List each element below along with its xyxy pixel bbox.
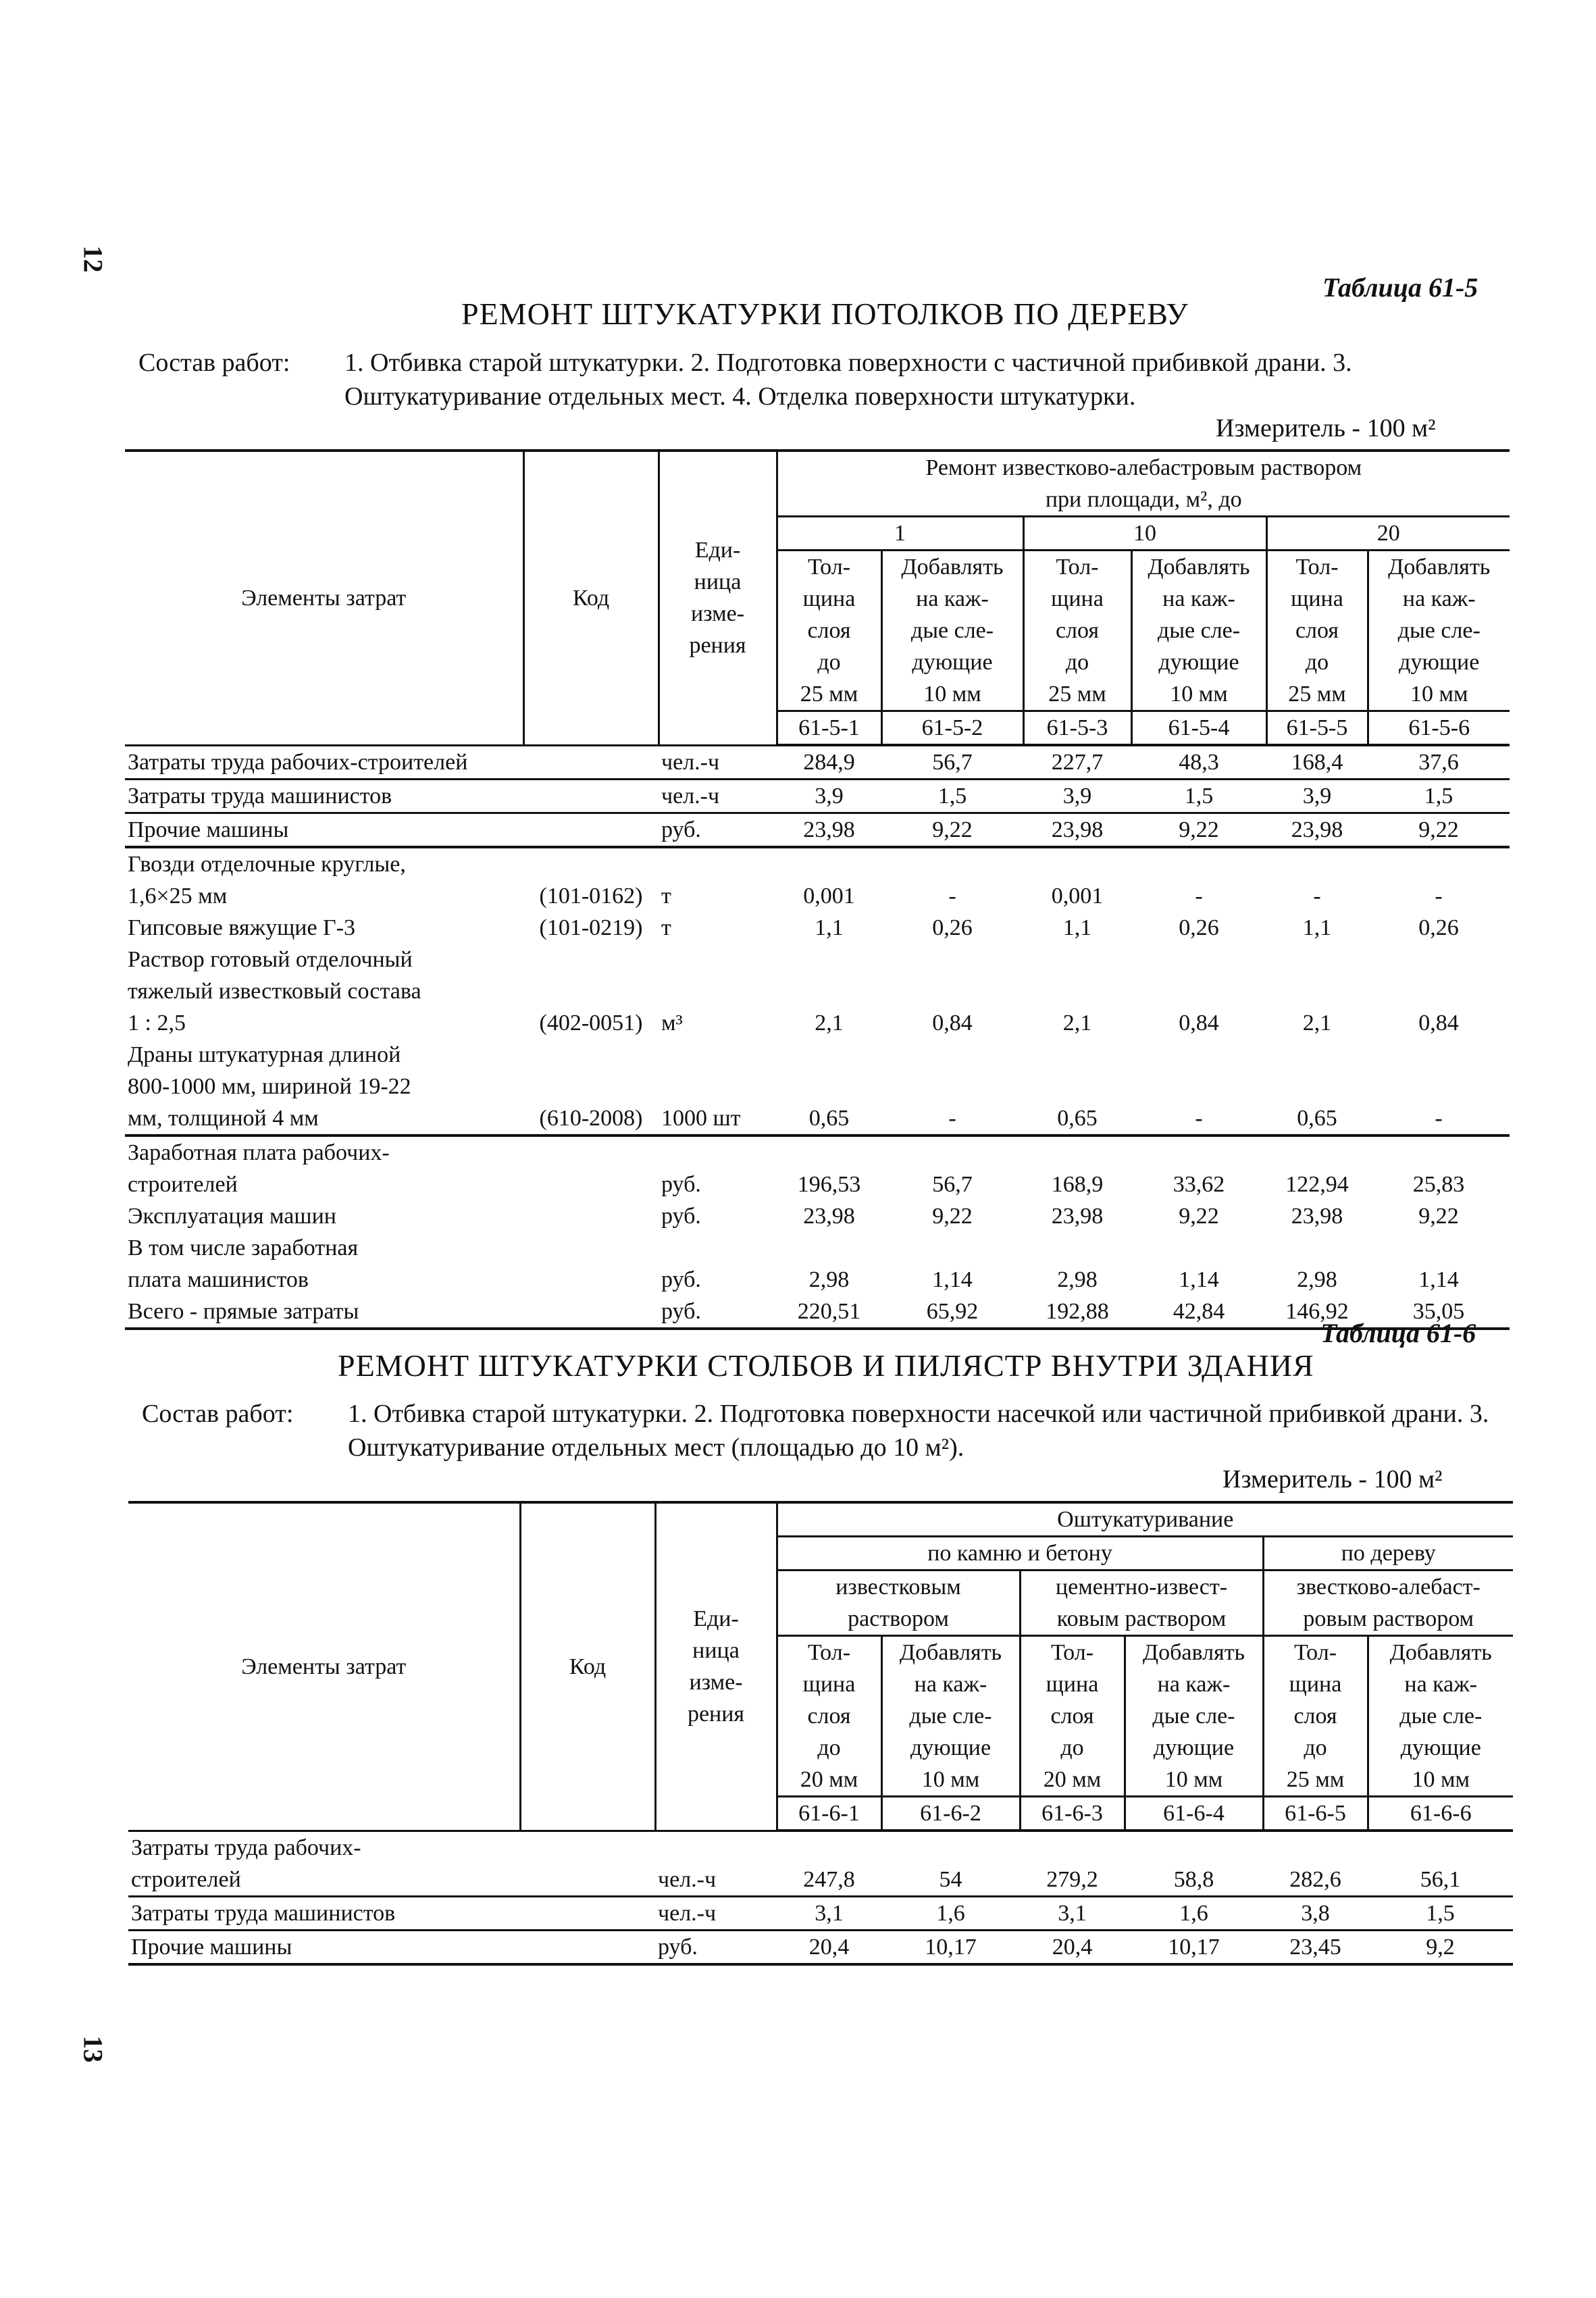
header-norm-code: 61-6-2 (881, 1797, 1020, 1831)
header-add-each: Добавлять на каж- дые сле- дующие 10 мм (881, 1636, 1020, 1797)
row-value (1023, 1039, 1131, 1071)
row-value (1266, 1135, 1368, 1169)
table-row (125, 847, 1510, 880)
row-value (777, 1831, 881, 1864)
page-number-bottom: 13 (78, 2035, 109, 2063)
row-value (1131, 1232, 1266, 1264)
row-value: 9,22 (881, 813, 1023, 848)
row-value: 65,92 (881, 1296, 1023, 1329)
work-composition (138, 346, 1557, 413)
row-code (520, 1896, 655, 1930)
row-value: 1,14 (932, 1267, 973, 1292)
row-value (1131, 944, 1266, 975)
row-unit: т (661, 915, 671, 940)
row-value (1368, 1039, 1510, 1071)
table-row (125, 944, 1510, 975)
header-area: 20 (1266, 517, 1510, 551)
row-value (1131, 975, 1266, 1007)
row-code (523, 847, 659, 880)
row-value: 23,98 (1266, 813, 1368, 848)
header-code: Код (523, 451, 659, 745)
row-value (1020, 1831, 1125, 1864)
row-value: 1,5 (1368, 1896, 1513, 1930)
header-unit: Еди- ница изме- рения (659, 451, 777, 745)
row-value: 168,4 (1266, 745, 1368, 780)
row-value (881, 1232, 1023, 1264)
row-unit (659, 1071, 777, 1102)
row-value: 37,6 (1368, 745, 1510, 780)
row-unit: т (661, 884, 671, 909)
row-value: 9,2 (1368, 1930, 1513, 1964)
row-code (523, 780, 659, 813)
row-value (1266, 847, 1368, 880)
row-value: 2,98 (808, 1267, 850, 1292)
row-value: 1,5 (881, 780, 1023, 813)
row-unit: 1000 шт (659, 1102, 777, 1135)
row-unit: чел.-ч (659, 745, 777, 780)
row-value (1131, 1039, 1266, 1071)
row-value: 0,84 (1179, 1011, 1219, 1036)
table-title: РЕМОНТ ШТУКАТУРКИ СТОЛБОВ И ПИЛЯСТР ВНУТРИ ЗДАНИЯ (338, 1348, 1314, 1383)
row-value: 3,1 (1020, 1896, 1125, 1930)
row-name: Затраты труда машинистов (125, 780, 523, 813)
measure-unit: Измеритель - 100 м² (1216, 414, 1436, 442)
table-row (128, 1864, 1513, 1897)
row-value: 1,5 (1368, 780, 1510, 813)
row-code (523, 1039, 659, 1071)
row-value: 54 (881, 1864, 1020, 1897)
row-name: Прочие машины (125, 813, 523, 848)
row-value: - (1195, 884, 1203, 909)
row-value: 42,84 (1131, 1296, 1266, 1329)
row-code (523, 1264, 659, 1296)
row-unit (659, 1039, 777, 1071)
row-value: - (1313, 884, 1321, 909)
row-value (1023, 1135, 1131, 1169)
row-name: Всего - прямые затраты (125, 1296, 523, 1329)
cost-table-61-6 (128, 1501, 1513, 1966)
header-alabaster: звестково-алебаст- ровым раствором (1263, 1571, 1513, 1636)
row-value (1023, 1232, 1131, 1264)
row-value (1023, 1071, 1131, 1102)
header-elements: Элементы затрат (125, 451, 523, 745)
row-unit: руб. (659, 1296, 777, 1329)
row-value (1023, 847, 1131, 880)
header-thickness: Тол- щина слоя до 25 мм (1266, 551, 1368, 711)
row-code (520, 1831, 655, 1864)
row-value: 279,2 (1020, 1864, 1125, 1897)
row-value: 23,45 (1263, 1930, 1368, 1964)
row-value: 9,22 (1131, 813, 1266, 848)
header-group: Оштукатуривание (777, 1502, 1513, 1537)
row-value: 0,26 (1179, 915, 1219, 940)
row-value: 9,22 (1179, 1204, 1219, 1229)
row-value: 1,6 (881, 1896, 1020, 1930)
row-value (1131, 1071, 1266, 1102)
row-value: 3,9 (777, 780, 881, 813)
row-name: Драны штукатурная длиной (128, 1042, 401, 1067)
row-value: 2,98 (1057, 1267, 1098, 1292)
row-value: 0,65 (1023, 1102, 1131, 1135)
row-code (523, 813, 659, 848)
header-norm-code: 61-6-6 (1368, 1797, 1513, 1831)
row-unit (659, 1232, 777, 1264)
row-name: Эксплуатация машин (128, 1204, 336, 1229)
row-value (1023, 975, 1131, 1007)
row-name: 1 : 2,5 (128, 1011, 186, 1036)
row-value: 3,8 (1263, 1896, 1368, 1930)
work-composition-label: Состав работ: (138, 349, 290, 377)
work-composition-text: 1. Отбивка старой штукатурки. 2. Подготовка поверхности с частичной прибивкой драни. 3. Оштукатуривание отдельных мест. 4. Отделка поверхности штукатурки. (344, 349, 1352, 411)
header-code: Код (520, 1502, 655, 1831)
row-value (1266, 975, 1368, 1007)
row-value (1266, 1039, 1368, 1071)
table-row (125, 1296, 1510, 1329)
header-cement: цементно-извест- ковым раствором (1020, 1571, 1263, 1636)
row-value (1368, 1135, 1510, 1169)
header-add-each: Добавлять на каж- дые сле- дующие 10 мм (1368, 551, 1510, 711)
row-code: (101-0162) (539, 884, 643, 909)
row-code (523, 1169, 659, 1200)
row-value: 33,62 (1173, 1172, 1225, 1197)
row-value: 0,84 (1418, 1011, 1459, 1036)
row-value (777, 847, 881, 880)
row-name: строителей (128, 1172, 238, 1197)
row-value: 0,65 (777, 1102, 881, 1135)
header-norm-code: 61-5-2 (881, 711, 1023, 746)
measure-unit: Измеритель - 100 м² (1222, 1465, 1443, 1493)
row-name: Заработная плата рабочих- (128, 1140, 390, 1165)
row-unit: руб. (655, 1930, 777, 1964)
row-code (523, 1232, 659, 1264)
row-value: 2,1 (1302, 1011, 1332, 1036)
row-unit (659, 975, 777, 1007)
row-value: 146,92 (1266, 1296, 1368, 1329)
row-value: 220,51 (777, 1296, 881, 1329)
header-area: 10 (1023, 517, 1266, 551)
row-value (777, 1135, 881, 1169)
row-value (881, 1135, 1023, 1169)
row-value: 23,98 (1023, 813, 1131, 848)
row-unit (659, 1135, 777, 1169)
row-value: 2,98 (1297, 1267, 1337, 1292)
header-group: Ремонт известково-алебастровым раствором при площади, м², до (777, 451, 1510, 517)
row-value: 1,5 (1131, 780, 1266, 813)
row-value (1266, 944, 1368, 975)
row-code (523, 944, 659, 975)
row-value: 168,9 (1051, 1172, 1104, 1197)
row-unit: руб. (661, 1172, 701, 1197)
row-name: В том числе заработная (128, 1235, 359, 1260)
row-value: 0,65 (1266, 1102, 1368, 1135)
header-add-each: Добавлять на каж- дые сле- дующие 10 мм (1125, 1636, 1263, 1797)
row-value (1131, 847, 1266, 880)
row-code (523, 1071, 659, 1102)
header-norm-code: 61-5-5 (1266, 711, 1368, 746)
table-row (125, 912, 1510, 944)
row-value: 56,7 (881, 745, 1023, 780)
row-value: 0,001 (803, 884, 855, 909)
row-name: Прочие машины (128, 1930, 520, 1964)
table-row (128, 1896, 1513, 1930)
table-number: Таблица 61-6 (1320, 1318, 1476, 1348)
row-value: 282,6 (1263, 1864, 1368, 1897)
table-row (125, 1232, 1510, 1264)
row-value: 3,9 (1266, 780, 1368, 813)
row-value: 23,98 (803, 1204, 855, 1229)
table-title: РЕМОНТ ШТУКАТУРКИ ПОТОЛКОВ ПО ДЕРЕВУ (461, 297, 1189, 331)
row-name: Раствор готовый отделочный (128, 947, 413, 972)
row-value: 1,14 (1179, 1267, 1219, 1292)
header-norm-code: 61-6-1 (777, 1797, 881, 1831)
row-value: 0,26 (932, 915, 973, 940)
header-thickness: Тол- щина слоя до 25 мм (777, 551, 881, 711)
table-row (125, 780, 1510, 813)
row-name: мм, толщиной 4 мм (125, 1102, 523, 1135)
header-unit: Еди- ница изме- рения (655, 1502, 777, 1831)
header-norm-code: 61-6-4 (1125, 1797, 1263, 1831)
row-value (777, 1039, 881, 1071)
header-lime: известковым раствором (777, 1571, 1020, 1636)
row-name: 800-1000 мм, шириной 19-22 (128, 1074, 411, 1099)
header-thickness: Тол- щина слоя до 20 мм (1020, 1636, 1125, 1797)
header-add-each: Добавлять на каж- дые сле- дующие 10 мм (1131, 551, 1266, 711)
row-value: - (948, 884, 956, 909)
row-code (523, 1135, 659, 1169)
row-name: Гвозди отделочные круглые, (128, 852, 406, 877)
row-value: 56,7 (932, 1172, 973, 1197)
row-name: Затраты труда рабочих-строителей (125, 745, 523, 780)
work-composition (142, 1397, 1560, 1464)
row-unit: чел.-ч (655, 1864, 777, 1897)
table-row (125, 975, 1510, 1007)
table-row (125, 1169, 1510, 1200)
row-code (523, 975, 659, 1007)
row-value: 247,8 (777, 1864, 881, 1897)
page-number-top: 12 (78, 245, 109, 273)
row-value: 9,22 (1368, 813, 1510, 848)
row-value: 0,84 (932, 1011, 973, 1036)
row-value: 1,1 (1062, 915, 1092, 940)
header-norm-code: 61-5-3 (1023, 711, 1131, 746)
row-code (520, 1864, 655, 1897)
table-row (125, 880, 1510, 912)
header-norm-code: 61-5-4 (1131, 711, 1266, 746)
table-row (125, 1264, 1510, 1296)
row-value: 1,1 (815, 915, 844, 940)
row-code: (402-0051) (539, 1011, 643, 1036)
header-wood: по дереву (1263, 1537, 1513, 1571)
table-row (125, 745, 1510, 780)
row-value (1266, 1232, 1368, 1264)
table-row (125, 1071, 1510, 1102)
header-thickness: Тол- щина слоя до 25 мм (1263, 1636, 1368, 1797)
row-value (881, 847, 1023, 880)
row-value: 10,17 (881, 1930, 1020, 1964)
row-unit: м³ (661, 1011, 683, 1036)
row-value (881, 1039, 1023, 1071)
row-value (1368, 1831, 1513, 1864)
work-composition-label: Состав работ: (142, 1400, 294, 1428)
row-value (1131, 1135, 1266, 1169)
header-add-each: Добавлять на каж- дые сле- дующие 10 мм (881, 551, 1023, 711)
table-row (125, 1135, 1510, 1169)
row-value (777, 944, 881, 975)
row-value: 122,94 (1285, 1172, 1349, 1197)
header-stone: по камню и бетону (777, 1537, 1263, 1571)
row-value (1266, 1071, 1368, 1102)
table-row (125, 1200, 1510, 1232)
row-value: 9,22 (1418, 1204, 1459, 1229)
row-value (777, 975, 881, 1007)
row-value: 48,3 (1131, 745, 1266, 780)
row-value: - (881, 1102, 1023, 1135)
row-value (881, 1831, 1020, 1864)
row-unit (659, 944, 777, 975)
row-value (1368, 847, 1510, 880)
row-name: Гипсовые вяжущие Г-3 (128, 915, 356, 940)
row-value: 2,1 (815, 1011, 844, 1036)
table-row (125, 1007, 1510, 1039)
work-composition-text: 1. Отбивка старой штукатурки. 2. Подготовка поверхности насечкой или частичной прибивкой драни. 3. Оштукатуривание отдельных мест (площадью до 10 м²). (348, 1400, 1489, 1462)
header-thickness: Тол- щина слоя до 20 мм (777, 1636, 881, 1797)
header-area: 1 (777, 517, 1023, 551)
header-norm-code: 61-6-5 (1263, 1797, 1368, 1831)
row-value: 0,001 (1051, 884, 1104, 909)
row-value: 1,1 (1302, 915, 1332, 940)
row-unit: руб. (659, 813, 777, 848)
table-number: Таблица 61-5 (1322, 272, 1478, 303)
header-elements: Элементы затрат (128, 1502, 520, 1831)
row-value: 35,05 (1368, 1296, 1510, 1329)
row-code (520, 1930, 655, 1964)
row-value (1368, 1232, 1510, 1264)
table-row (125, 1102, 1510, 1135)
header-norm-code: 61-5-1 (777, 711, 881, 746)
row-value: 56,1 (1368, 1864, 1513, 1897)
row-value: 20,4 (1020, 1930, 1125, 1964)
row-value (777, 1232, 881, 1264)
header-thickness: Тол- щина слоя до 25 мм (1023, 551, 1131, 711)
row-value (881, 1071, 1023, 1102)
row-value: 23,98 (1051, 1204, 1104, 1229)
row-code (523, 1296, 659, 1329)
row-value: 3,1 (777, 1896, 881, 1930)
row-value: 3,9 (1023, 780, 1131, 813)
table-row (128, 1930, 1513, 1964)
row-name: строителей (128, 1864, 520, 1897)
row-value (1263, 1831, 1368, 1864)
row-value: 23,98 (1291, 1204, 1343, 1229)
row-value: 2,1 (1062, 1011, 1092, 1036)
row-value: - (1368, 1102, 1510, 1135)
row-value: 1,6 (1125, 1896, 1263, 1930)
row-value: 192,88 (1023, 1296, 1131, 1329)
row-value (881, 975, 1023, 1007)
row-value: 10,17 (1125, 1930, 1263, 1964)
row-unit: руб. (661, 1267, 701, 1292)
header-norm-code: 61-6-3 (1020, 1797, 1125, 1831)
row-value (1023, 944, 1131, 975)
row-value: 25,83 (1412, 1172, 1465, 1197)
table-row (125, 813, 1510, 848)
row-value (1125, 1831, 1263, 1864)
row-value: - (1435, 884, 1443, 909)
row-value (1368, 944, 1510, 975)
row-value: 1,14 (1418, 1267, 1459, 1292)
row-value: - (1131, 1102, 1266, 1135)
row-value: 23,98 (777, 813, 881, 848)
row-value: 196,53 (797, 1172, 861, 1197)
row-name: тяжелый известковый состава (128, 979, 421, 1004)
row-name: Затраты труда машинистов (128, 1896, 520, 1930)
row-value: 227,7 (1023, 745, 1131, 780)
row-name: плата машинистов (128, 1267, 309, 1292)
header-add-each: Добавлять на каж- дые сле- дующие 10 мм (1368, 1636, 1513, 1797)
row-code: (610-2008) (523, 1102, 659, 1135)
row-value: 0,26 (1418, 915, 1459, 940)
table-row (128, 1831, 1513, 1864)
row-value (1368, 1071, 1510, 1102)
row-code: (101-0219) (539, 915, 643, 940)
row-name: 1,6×25 мм (128, 884, 228, 909)
row-value (1368, 975, 1510, 1007)
row-unit (659, 847, 777, 880)
row-unit: чел.-ч (659, 780, 777, 813)
row-value: 9,22 (932, 1204, 973, 1229)
table-row (125, 1039, 1510, 1071)
row-code (523, 745, 659, 780)
row-value: 284,9 (777, 745, 881, 780)
row-value: 20,4 (777, 1930, 881, 1964)
header-norm-code: 61-5-6 (1368, 711, 1510, 746)
cost-table-61-5 (125, 449, 1510, 1330)
row-value (881, 944, 1023, 975)
row-unit: руб. (661, 1204, 701, 1229)
row-unit (655, 1831, 777, 1864)
row-value (777, 1071, 881, 1102)
row-name: Затраты труда рабочих- (131, 1835, 361, 1860)
row-value: 58,8 (1125, 1864, 1263, 1897)
row-unit: чел.-ч (655, 1896, 777, 1930)
row-code (523, 1200, 659, 1232)
